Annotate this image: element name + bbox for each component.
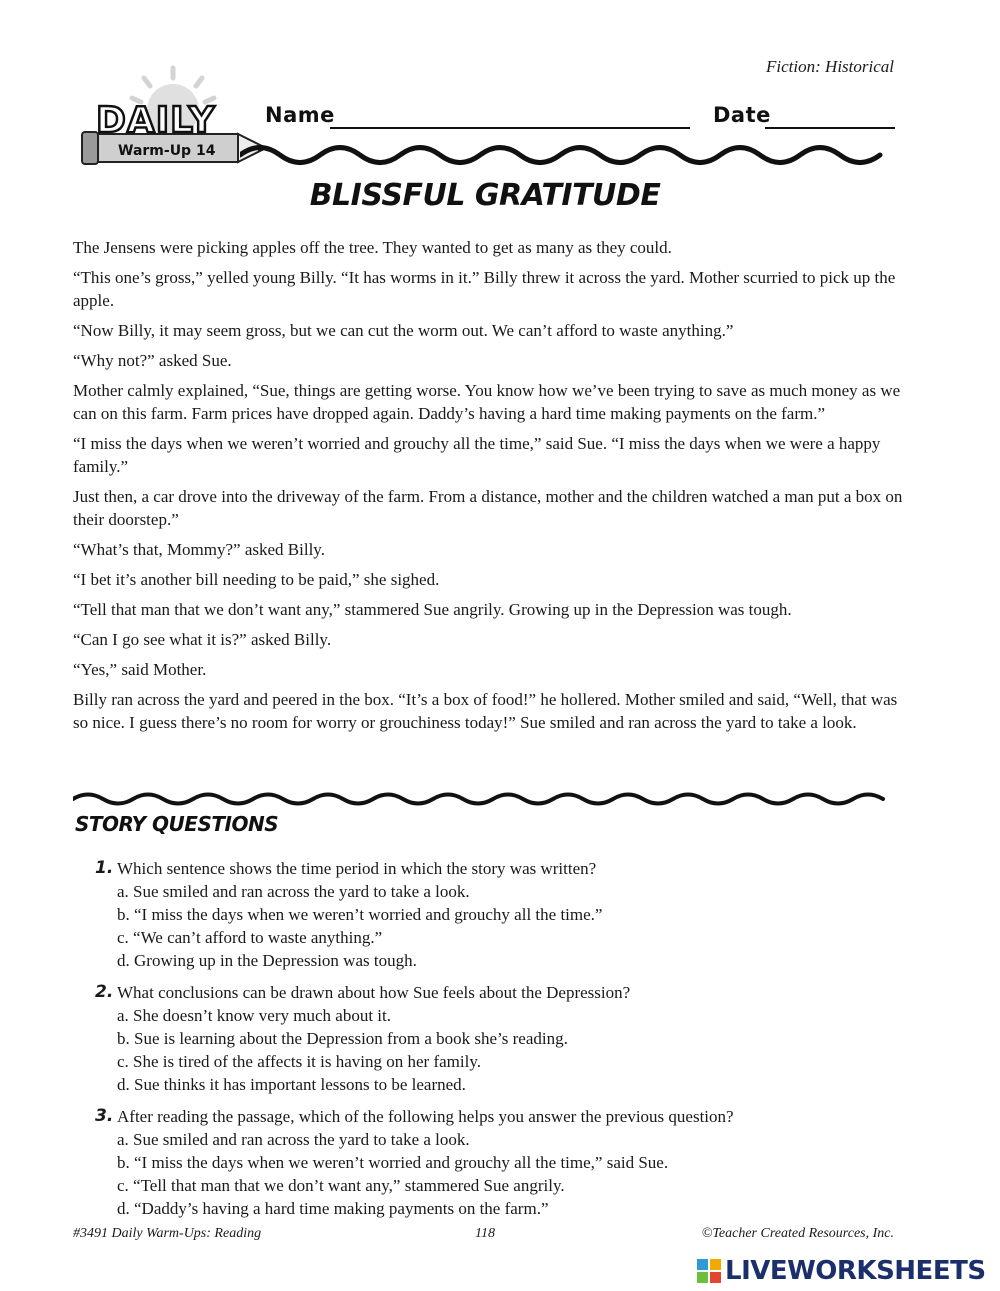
story-paragraph: “Why not?” asked Sue. xyxy=(73,351,232,370)
date-field-line[interactable] xyxy=(765,127,895,129)
story-paragraph: Just then, a car drove into the driveway of the farm. From a distance, mother and the children watched a man put a box on their doorstep.” xyxy=(73,487,903,529)
story-paragraph: “Can I go see what it is?” asked Billy. xyxy=(73,630,332,649)
liveworksheets-logo[interactable] xyxy=(697,1256,997,1286)
brand-name: LIVEWORKSHEETS xyxy=(725,1256,986,1286)
colored-blocks-icon xyxy=(697,1259,721,1283)
date-label: Date xyxy=(713,103,771,127)
question-2 xyxy=(95,981,895,1096)
story-paragraph: “What’s that, Mommy?” asked Billy. xyxy=(73,540,325,559)
question-text: What conclusions can be drawn about how Sue feels about the Depression? xyxy=(117,983,631,1002)
genre-label: Fiction: Historical xyxy=(766,57,894,76)
question-number: 3. xyxy=(95,1106,114,1126)
logo-word: DAILY xyxy=(96,100,216,141)
answer-option[interactable]: c. “Tell that man that we don’t want any,” stammered Sue angrily. xyxy=(117,1176,565,1195)
answer-option[interactable]: d. “Daddy’s having a hard time making payments on the farm.” xyxy=(117,1199,549,1218)
answer-option[interactable]: d. Sue thinks it has important lessons to be learned. xyxy=(117,1075,466,1094)
answer-option[interactable]: d. Growing up in the Depression was tough. xyxy=(117,951,417,970)
story-paragraph: “Yes,” said Mother. xyxy=(73,660,207,679)
top-wavy-divider xyxy=(240,140,890,170)
story-paragraph: Billy ran across the yard and peered in the box. “It’s a box of food!” he hollered. Mother smiled and said, “Well, that was so nice. I guess there’s no room for worry or grouchiness today!” Sue smiled and ran across the yard to take a look. xyxy=(73,690,898,732)
footer-page-number: 118 xyxy=(475,1226,495,1241)
answer-option[interactable]: a. Sue smiled and ran across the yard to take a look. xyxy=(117,1130,470,1149)
story-paragraph: “Now Billy, it may seem gross, but we can cut the worm out. We can’t afford to waste anything.” xyxy=(73,321,734,340)
answer-option[interactable]: b. “I miss the days when we weren’t worried and grouchy all the time.” xyxy=(117,905,603,924)
name-field-line[interactable] xyxy=(330,127,690,129)
question-number: 1. xyxy=(95,858,114,878)
story-paragraph: “This one’s gross,” yelled young Billy. “It has worms in it.” Billy threw it across the yard. Mother scurried to pick up the apple. xyxy=(73,268,896,310)
answer-option[interactable]: b. “I miss the days when we weren’t worried and grouchy all the time,” said Sue. xyxy=(117,1153,669,1172)
name-label: Name xyxy=(265,103,335,127)
answer-option[interactable]: a. Sue smiled and ran across the yard to take a look. xyxy=(117,882,470,901)
question-text: After reading the passage, which of the following helps you answer the previous question? xyxy=(117,1107,734,1126)
footer-book-title: #3491 Daily Warm-Ups: Reading xyxy=(73,1226,262,1241)
questions-list xyxy=(95,857,895,1229)
middle-wavy-divider xyxy=(73,788,898,810)
story-paragraph: The Jensens were picking apples off the tree. They wanted to get as many as they could. xyxy=(73,238,672,257)
question-1 xyxy=(95,857,895,972)
story-paragraph: “I miss the days when we weren’t worried and grouchy all the time,” said Sue. “I miss the days when we were a happy family.” xyxy=(73,434,881,476)
logo-subtitle: Warm-Up 14 xyxy=(118,143,216,159)
question-3 xyxy=(95,1105,895,1220)
story-passage xyxy=(73,236,903,741)
question-number: 2. xyxy=(95,982,114,1002)
footer-copyright: ©Teacher Created Resources, Inc. xyxy=(701,1226,894,1241)
story-paragraph: “I bet it’s another bill needing to be paid,” she sighed. xyxy=(73,570,440,589)
story-paragraph: “Tell that man that we don’t want any,” stammered Sue angrily. Growing up in the Depression was tough. xyxy=(73,600,792,619)
story-title: BLISSFUL GRATITUDE xyxy=(309,178,661,213)
answer-option[interactable]: c. “We can’t afford to waste anything.” xyxy=(117,928,383,947)
answer-option[interactable]: c. She is tired of the affects it is having on her family. xyxy=(117,1052,481,1071)
story-paragraph: Mother calmly explained, “Sue, things are getting worse. You know how we’ve been trying to save as much money as we can on this farm. Farm prices have dropped again. Daddy’s having a hard time making payments on the farm.” xyxy=(73,381,901,423)
answer-option[interactable]: b. Sue is learning about the Depression from a book she’s reading. xyxy=(117,1029,568,1048)
questions-heading: STORY QUESTIONS xyxy=(75,812,279,836)
question-text: Which sentence shows the time period in which the story was written? xyxy=(117,859,597,878)
answer-option[interactable]: a. She doesn’t know very much about it. xyxy=(117,1006,392,1025)
